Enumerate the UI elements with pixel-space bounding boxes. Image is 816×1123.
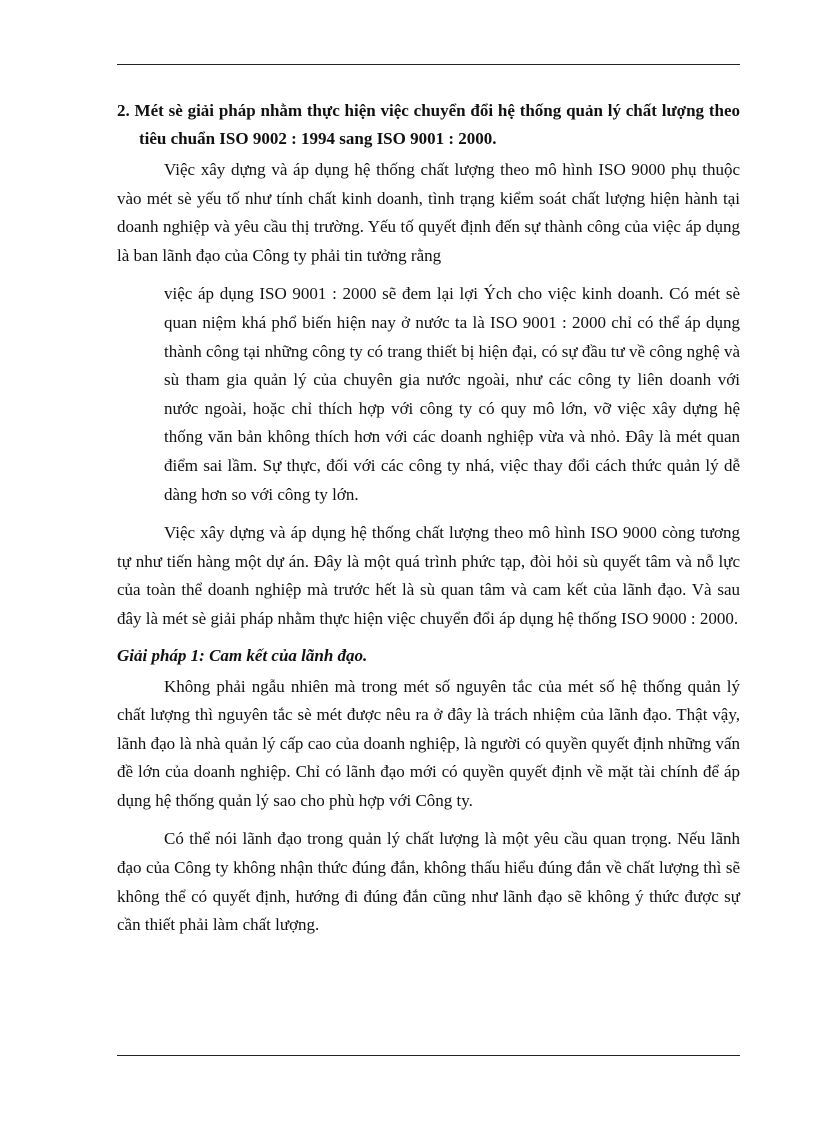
header-rule — [117, 64, 740, 65]
solution-1-heading: Giải pháp 1: Cam kết của lãnh đạo. — [117, 645, 368, 665]
document-body — [117, 97, 740, 940]
paragraph-1: Việc xây dựng và áp dụng hệ thống chất lượng theo mô hình ISO 9000 phụ thuộc vào mét sè yếu tố như tính chất kinh doanh, tình trạng kiểm soát chất lượng hiện hành tại doanh nghiệp và yêu cầu thị trường. Yếu tố quyết định đến sự thành công của việc áp dụng là ban lãnh đạo của Công ty phải tin tưởng rằng — [117, 160, 740, 265]
paragraph-2: việc áp dụng ISO 9001 : 2000 sẽ đem lại lợi Ých cho việc kinh doanh. Có mét sè quan niệm khá phổ biến hiện nay ở nước ta là ISO 9001 : 2000 chỉ có thể áp dụng thành công tại những công ty có trang thiết bị hiện đại, có sự đầu tư về công nghệ và sù tham gia quản lý của chuyên gia nước ngoài, như các công ty liên doanh với nước ngoài, hoặc chỉ thích hợp với công ty có quy mô lớn, vỡ việc xây dựng hệ thống văn bản không thích hơn với các doanh nghiệp vừa và nhỏ. Đây là mét quan điểm sai lầm. Sự thực, đối với các công ty nhá, việc thay đổi cách thức quản lý dễ dàng hơn so với công ty lớn. — [164, 284, 740, 504]
paragraph-5: Có thể nói lãnh đạo trong quản lý chất lượng là một yêu cầu quan trọng. Nếu lãnh đạo của Công ty không nhận thức đúng đắn, không thấu hiểu đúng đắn về chất lượng thì sẽ không thể có quyết định, hướng đi đúng đắn cũng như lãnh đạo sẽ không ý thức được sự cần thiết phải làm chất lượng. — [117, 829, 740, 935]
paragraph-3: Việc xây dựng và áp dụng hệ thống chất lượng theo mô hình ISO 9000 còng tương tự như tiến hàng một dự án. Đây là một quá trình phức tạp, đòi hỏi sù quyết tâm và nỗ lực của toàn thể doanh nghiệp mà trước hết là sù quan tâm và cam kết của lãnh đạo. Và sau đây là mét sè giải pháp nhằm thực hiện việc chuyển đổi áp dụng hệ thống ISO 9000 : 2000. — [117, 523, 740, 628]
paragraph-4: Không phải ngẫu nhiên mà trong mét số nguyên tắc của mét số hệ thống quản lý chất lượng thì nguyên tắc sè mét được nêu ra ở đây là trách nhiệm của lãnh đạo. Thật vậy, lãnh đạo là nhà quản lý cấp cao của doanh nghiệp, là người có quyền quyết định những vấn đề lớn của doanh nghiệp. Chỉ có lãnh đạo mới có quyền quyết định về mặt tài chính để áp dụng hệ thống quản lý sao cho phù hợp với Công ty. — [117, 676, 740, 810]
footer-rule — [117, 1055, 740, 1056]
section-heading: 2. Mét sè giải pháp nhằm thực hiện việc chuyển đổi hệ thống quản lý chất lượng theo tiêu chuẩn ISO 9002 : 1994 sang ISO 9001 : 2000. — [117, 101, 740, 148]
